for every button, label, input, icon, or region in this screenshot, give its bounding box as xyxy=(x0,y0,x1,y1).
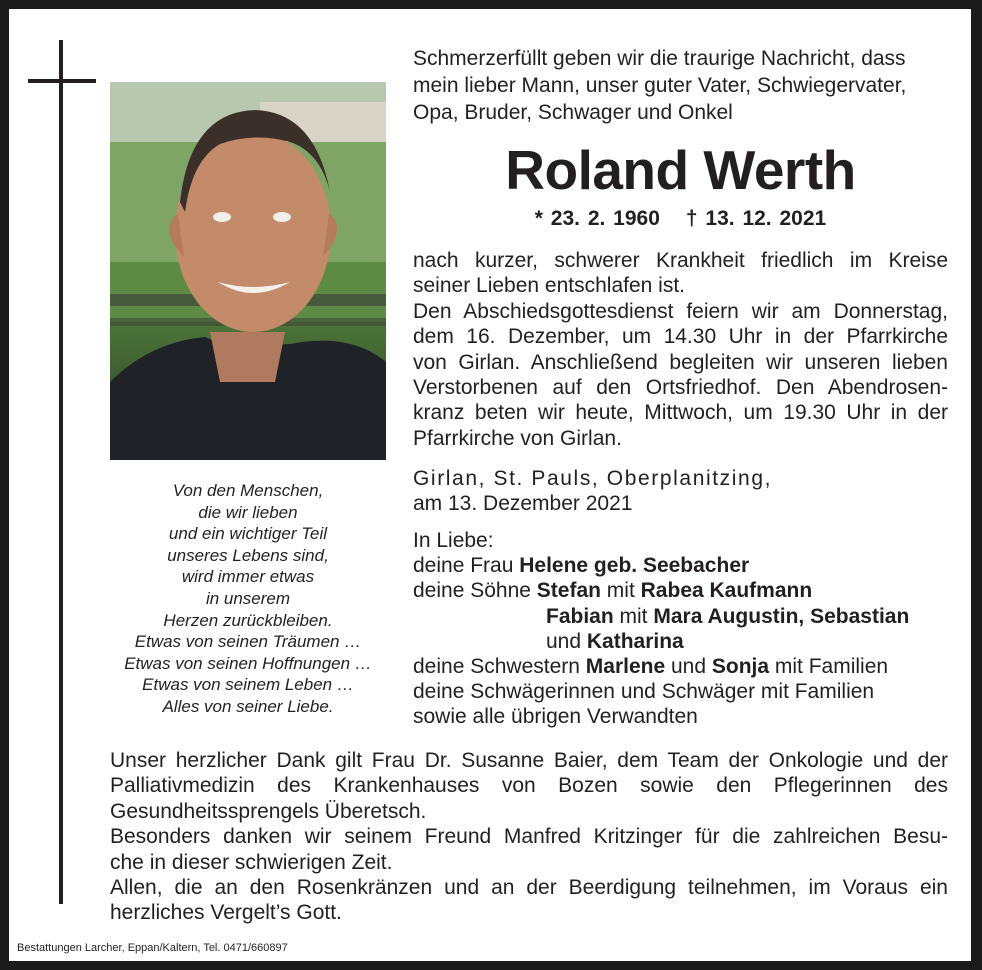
intro-line: Opa, Bruder, Schwager und Onkel xyxy=(413,101,733,124)
family-label: deine Schwestern xyxy=(413,655,586,679)
family-inlaws: deine Schwägerinnen und Schwäger mit Familien xyxy=(413,680,875,704)
family-label: und xyxy=(546,629,587,653)
cross-icon-bar xyxy=(28,79,96,83)
family-label: mit Familien xyxy=(769,655,889,679)
poem-line: Von den Menschen, xyxy=(172,481,324,500)
poem-line: Herzen zurückbleiben. xyxy=(163,610,333,630)
birth-date: * 23. 2. 1960 xyxy=(534,207,660,230)
family-sons-cont xyxy=(413,629,953,654)
family-list xyxy=(413,528,953,730)
family-sons-cont xyxy=(413,604,953,629)
family-heading: In Liebe: xyxy=(413,529,494,552)
thanks-line: Palliativmedizin des Krankenhauses von Bozen sowie den Pflegerinnen des xyxy=(110,774,948,798)
thanks-line: Gesundheitssprengels Überetsch. xyxy=(110,799,427,823)
partner-name: Mara Augustin, Sebastian xyxy=(653,604,910,628)
intro-line: Schmerzerfüllt geben wir die traurige Nachricht, dass xyxy=(413,47,906,70)
death-date: † 13. 12. 2021 xyxy=(685,207,827,230)
family-wife xyxy=(413,553,953,578)
poem-line: wird immer etwas xyxy=(181,567,315,587)
poem-line: die wir lieben xyxy=(198,502,298,522)
announcement-line: nach kurzer, schwerer Krankheit friedlich im Kreise xyxy=(413,249,948,272)
thanks-line: Unser herzlicher Dank gilt Frau Dr. Susanne Baier, dem Team der Onkologie und der xyxy=(110,749,948,772)
thanks-line: Allen, die an den Rosenkränzen und an der Beerdigung teilnehmen, im Voraus ein xyxy=(110,876,948,900)
life-dates xyxy=(413,206,948,232)
intro-line: mein lieber Mann, unser guter Vater, Schwiegervater, xyxy=(413,74,907,97)
son-name: Fabian xyxy=(546,604,614,628)
son-name: Stefan xyxy=(536,579,601,603)
intro-text xyxy=(413,45,948,126)
announcement-line: Den Abschiedsgottesdienst feiern wir am Donnerstag, xyxy=(413,299,948,323)
partner-name: Rabea Kaufmann xyxy=(640,579,813,603)
date-line: am 13. Dezember 2021 xyxy=(413,492,633,516)
family-sons xyxy=(413,578,953,603)
poem xyxy=(98,480,398,718)
poem-line: unseres Lebens sind, xyxy=(167,545,329,565)
poem-line: Etwas von seinen Träumen … xyxy=(134,632,362,652)
place-line: Girlan, St. Pauls, Oberplanitzing, xyxy=(413,467,773,490)
family-label: mit xyxy=(613,604,654,628)
poem-line: Alles von seiner Liebe. xyxy=(162,696,334,716)
funeral-home-footer: Bestattungen Larcher, Eppan/Kaltern, Tel. 0471/660897 xyxy=(17,942,288,954)
announcement-line: dem 16. Dezember, um 14.30 Uhr in der Pfarrkirche xyxy=(413,325,948,349)
announcement-line: von Girlan. Anschließend begleiten wir unseren lieben xyxy=(413,350,948,374)
family-label: deine Söhne xyxy=(413,579,537,603)
thanks-line: che in dieser schwierigen Zeit. xyxy=(110,850,393,874)
sister-name: Marlene xyxy=(585,655,666,679)
family-relatives: sowie alle übrigen Verwandten xyxy=(413,705,698,729)
cross-icon xyxy=(59,40,63,904)
announcement-line: seiner Lieben entschlafen ist. xyxy=(413,274,686,298)
sister-name: Sonja xyxy=(711,655,770,679)
thanks-text xyxy=(110,748,948,926)
deceased-name: Roland Werth xyxy=(505,139,856,201)
family-label: und xyxy=(665,655,712,679)
wife-name: Helene geb. Seebacher xyxy=(519,554,750,578)
portrait-photo xyxy=(110,82,386,460)
place-and-date xyxy=(413,466,833,517)
thanks-line: herzliches Vergelt’s Gott. xyxy=(110,901,342,925)
announcement-text xyxy=(413,248,948,451)
announcement-line: Pfarrkirche von Girlan. xyxy=(413,426,622,450)
poem-line: und ein wichtiger Teil xyxy=(168,524,328,544)
announcement-line: kranz beten wir heute, Mittwoch, um 19.30 Uhr in der xyxy=(413,401,948,425)
poem-line: Etwas von seinem Leben … xyxy=(142,675,354,695)
family-label: mit xyxy=(600,579,641,603)
family-label: deine Frau xyxy=(413,554,520,578)
grandchild-name: Katharina xyxy=(586,629,684,653)
poem-line: in unserem xyxy=(205,588,291,608)
family-sisters xyxy=(413,654,953,679)
announcement-line: Verstorbenen auf den Ortsfriedhof. Den Abendrosen- xyxy=(413,376,948,400)
thanks-line: Besonders danken wir seinem Freund Manfred Kritzinger für die zahlreichen Besu- xyxy=(110,825,948,849)
poem-line: Etwas von seinen Hoffnungen … xyxy=(124,653,372,673)
